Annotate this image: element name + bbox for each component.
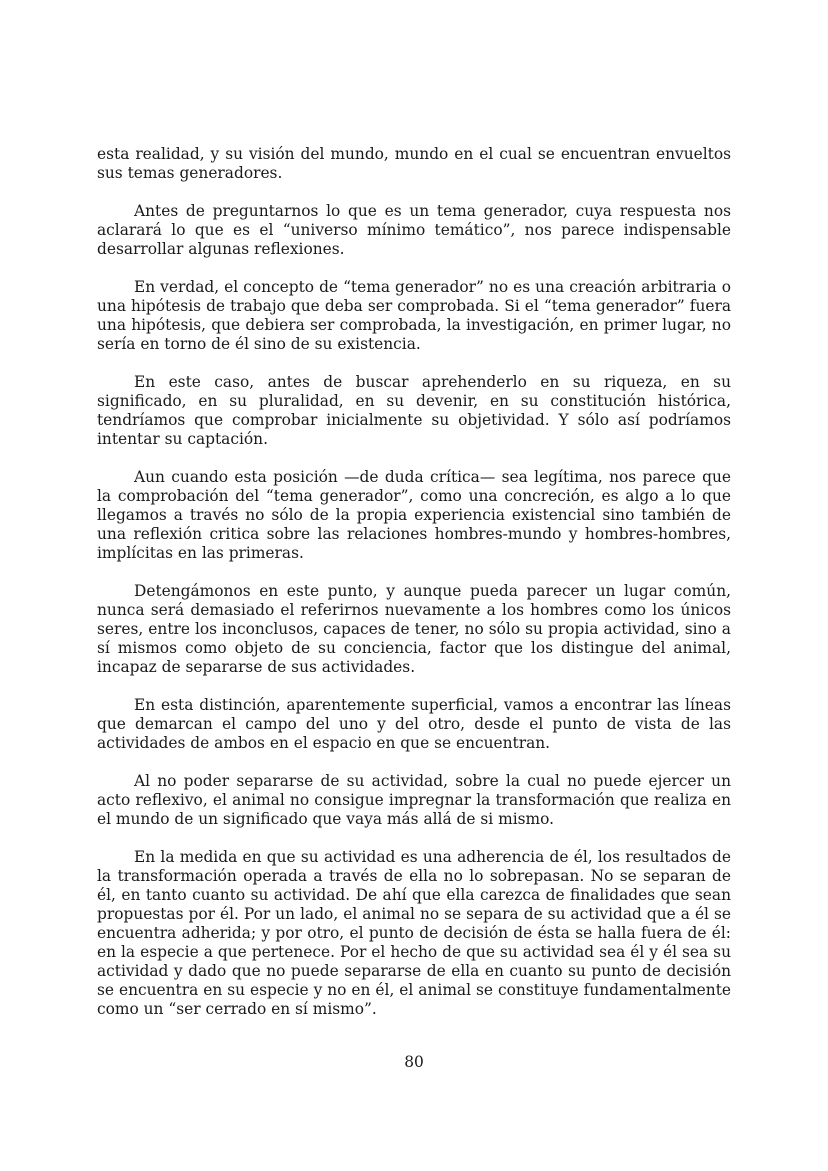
body-text bbox=[97, 145, 731, 1038]
page-number: 80 bbox=[404, 1053, 424, 1071]
paragraph-continuation: esta realidad, y su visión del mundo, mundo en el cual se encuentran envueltos sus temas generadores. bbox=[97, 145, 731, 182]
paragraph: En este caso, antes de buscar aprehenderlo en su riqueza, en su significado, en su pluralidad, en su devenir, en su constitución histórica, tendríamos que comprobar inicialmente su objetividad. Y sólo así podríamos intentar su captación. bbox=[97, 373, 731, 448]
paragraph: En verdad, el concepto de “tema generador” no es una creación arbitraria o una hipótesis de trabajo que deba ser comprobada. Si el “tema generador” fuera una hipótesis, que debiera ser comprobada, la investigación, en primer lugar, no sería en torno de él sino de su existencia. bbox=[97, 278, 731, 353]
paragraph: En esta distinción, aparentemente superficial, vamos a encontrar las líneas que demarcan el campo del uno y del otro, desde el punto de vista de las actividades de ambos en el espacio en que se encuentran. bbox=[97, 696, 731, 752]
paragraph: Aun cuando esta posición —de duda crítica— sea legítima, nos parece que la comprobación del “tema generador”, como una concreción, es algo a lo que llegamos a través no sólo de la propia experiencia existencial sino también de una reflexión critica sobre las relaciones hombres-mundo y hombres-hombres, implícitas en las primeras. bbox=[97, 468, 731, 562]
paragraph: Al no poder separarse de su actividad, sobre la cual no puede ejercer un acto reflexivo, el animal no consigue impregnar la transformación que realiza en el mundo de un significado que vaya más allá de si mismo. bbox=[97, 772, 731, 828]
paragraph: Detengámonos en este punto, y aunque pueda parecer un lugar común, nunca será demasiado el referirnos nuevamente a los hombres como los únicos seres, entre los inconclusos, capaces de tener, no sólo su propia actividad, sino a sí mismos como objeto de su conciencia, factor que los distingue del animal, incapaz de separarse de sus actividades. bbox=[97, 582, 731, 676]
paragraph: Antes de preguntarnos lo que es un tema generador, cuya respuesta nos aclarará lo que es el “universo mínimo temático”, nos parece indispensable desarrollar algunas reflexiones. bbox=[97, 202, 731, 258]
paragraph: En la medida en que su actividad es una adherencia de él, los resultados de la transformación operada a través de ella no lo sobrepasan. No se separan de él, en tanto cuanto su actividad. De ahí que ella carezca de finalidades que sean propuestas por él. Por un lado, el animal no se separa de su actividad que a él se encuentra adherida; y por otro, el punto de decisión de ésta se halla fuera de él: en la especie a que pertenece. Por el hecho de que su actividad sea él y él sea su actividad y dado que no puede separarse de ella en cuanto su punto de decisión se encuentra en su especie y no en él, el animal se constituye fundamentalmente como un “ser cerrado en sí mismo”. bbox=[97, 848, 731, 1018]
